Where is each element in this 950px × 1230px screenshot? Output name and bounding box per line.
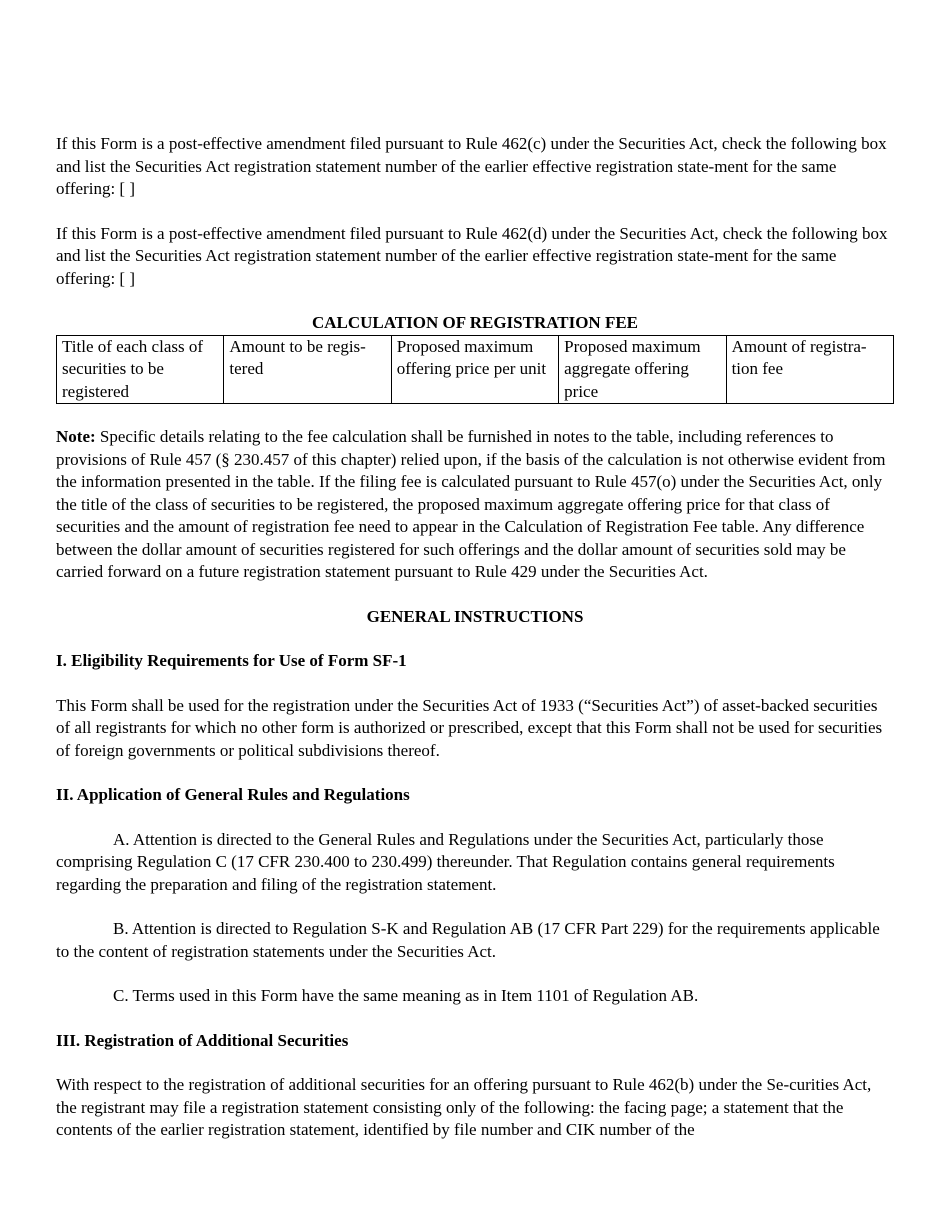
section-2-item-b: B. Attention is directed to Regulation S-K and Regulation AB (17 CFR Part 229) for the requirements applicable to the content of registration statements under the Securities Act. xyxy=(56,919,880,961)
table-row xyxy=(57,335,894,404)
section-1-heading: I. Eligibility Requirements for Use of Form SF-1 xyxy=(56,651,407,670)
rule-462c-paragraph: If this Form is a post-effective amendment filed pursuant to Rule 462(c) under the Securities Act, check the following box and list the Securities Act registration statement number of the earlier effective registration state-ment for the same offering: [ ] xyxy=(56,134,887,198)
section-1-text: This Form shall be used for the registration under the Securities Act of 1933 (“Securities Act”) of asset-backed securities of all registrants for which no other form is authorized or prescribed, except that this Form shall not be used for securities of foreign governments or political subdivisions thereof. xyxy=(56,695,883,760)
general-instructions-title: GENERAL INSTRUCTIONS xyxy=(366,606,584,626)
section-3-heading: III. Registration of Additional Securities xyxy=(56,1030,349,1050)
fee-table-title: CALCULATION OF REGISTRATION FEE xyxy=(311,313,639,332)
section-2-heading: II. Application of General Rules and Regulations xyxy=(56,785,410,804)
rule-462d-paragraph: If this Form is a post-effective amendment filed pursuant to Rule 462(d) under the Securities Act, check the following box and list the Securities Act registration statement number of the earlier effective registration state-ment for the same offering: [ ] xyxy=(56,223,888,288)
note-paragraph xyxy=(56,426,894,584)
note-text: Specific details relating to the fee calculation shall be furnished in notes to the table, including references to provisions of Rule 457 (§ 230.457 of this chapter) relied upon, if the basis of the calculation is not otherwise evident from the information presented in the table. If the filing fee is calculated pursuant to Rule 457(o) under the Securities Act, only the title of the class of securities to be registered, the proposed maximum aggregate offering price for that class of securities and the amount of registration fee need to appear in the Calculation of Registration Fee table. Any difference between the dollar amount of securities registered for such offerings and the dollar amount of securities sold may be carried forward on a future registration statement pursuant to Rule 429 under the Securities Act. xyxy=(56,427,886,581)
note-label: Note: xyxy=(56,427,96,446)
table-header-cell: Title of each class of securities to be registered xyxy=(57,335,224,404)
table-header-cell: Amount to be regis-tered xyxy=(224,335,391,404)
section-2-item-c: C. Terms used in this Form have the same meaning as in Item 1101 of Regulation AB. xyxy=(113,986,699,1005)
registration-fee-table xyxy=(56,335,894,405)
document-page xyxy=(56,133,894,1142)
table-header-cell: Proposed maximum aggregate offering price xyxy=(559,335,726,404)
table-header-cell: Proposed maximum offering price per unit xyxy=(391,335,558,404)
section-2-item-a: A. Attention is directed to the General Rules and Regulations under the Securities Act, particularly those comprising Regulation C (17 CFR 230.400 to 230.499) thereunder. That Regulation contains general requirements regarding the preparation and filing of the registration statement. xyxy=(56,829,835,894)
section-3-text: With respect to the registration of additional securities for an offering pursuant to Rule 462(b) under the Se-curities Act, the registrant may file a registration statement consisting only of the following: the facing page; a statement that the contents of the earlier registration statement, identified by file number and CIK number of the xyxy=(56,1075,872,1139)
table-header-cell: Amount of registra-tion fee xyxy=(726,335,893,404)
